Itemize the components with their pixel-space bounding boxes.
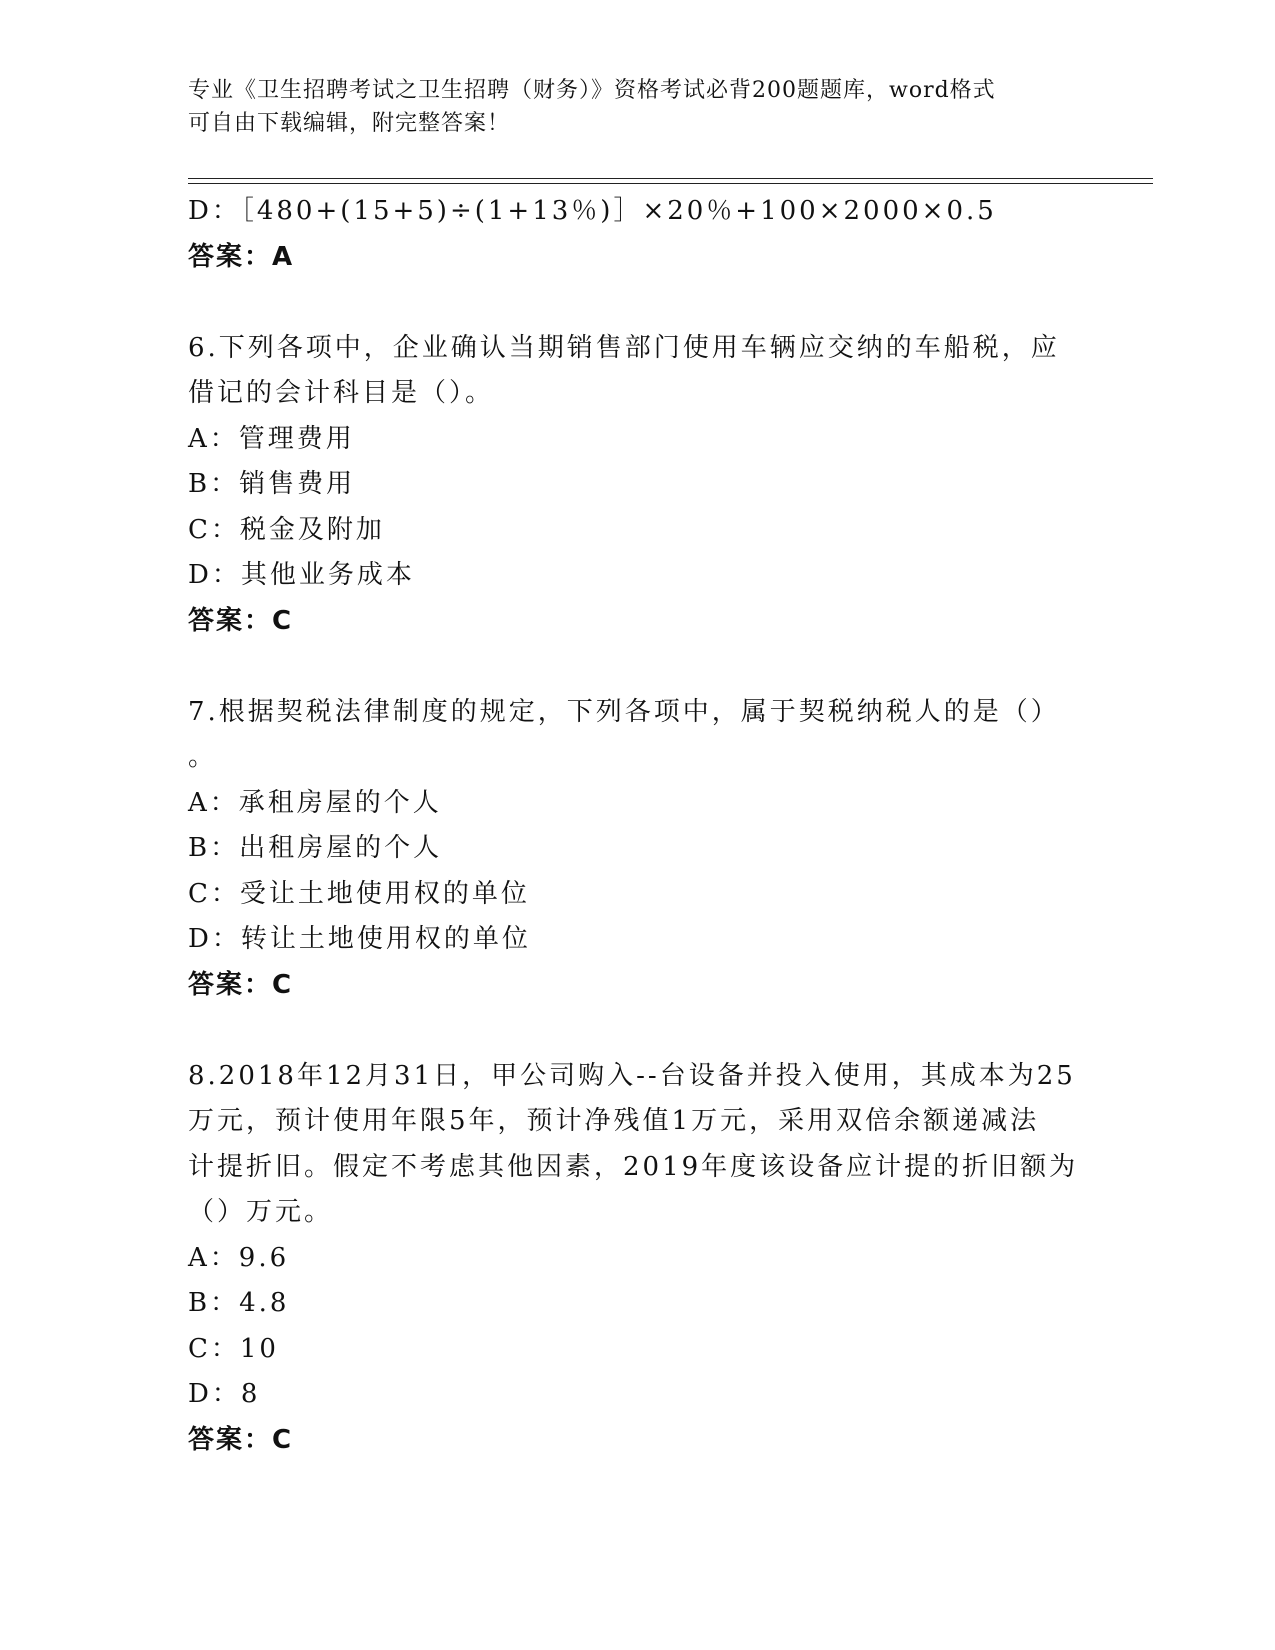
- document-header: [188, 74, 1088, 140]
- option-a: A：承租房屋的个人: [188, 787, 442, 818]
- spacer: [188, 280, 1088, 326]
- option-c: C：受让土地使用权的单位: [188, 878, 530, 909]
- answer: 答案：C: [188, 969, 294, 1000]
- answer: 答案：C: [188, 605, 294, 636]
- answer: 答案：C: [188, 1424, 294, 1455]
- spacer: [188, 644, 1088, 690]
- question-stem: （）万元。: [188, 1197, 334, 1227]
- question-stem: 8.2018年12月31日，甲公司购入--台设备并投入使用，其成本为25: [188, 1060, 1076, 1091]
- option-b: B：销售费用: [188, 469, 356, 499]
- question-6: [188, 326, 1088, 645]
- option-d: D：转让土地使用权的单位: [188, 924, 531, 954]
- question-stem: 万元，预计使用年限5年，预计净残值1万元，采用双倍余额递减法: [188, 1106, 1040, 1136]
- header-divider-top: [188, 178, 1153, 179]
- question-stem: 。: [188, 742, 218, 772]
- option-a: A：9.6: [188, 1242, 290, 1273]
- header-divider-bottom: [188, 183, 1153, 184]
- option-c: C：10: [188, 1333, 279, 1364]
- header-line-1: 专业《卫生招聘考试之卫生招聘（财务）》资格考试必背200题题库，word格式: [188, 78, 996, 103]
- question-stem: 计提折旧。假定不考虑其他因素，2019年度该设备应计提的折旧额为: [188, 1151, 1079, 1182]
- question-list: [188, 189, 1088, 1463]
- answer: 答案：A: [188, 241, 295, 272]
- option-b: B：4.8: [188, 1288, 290, 1318]
- header-line-2: 可自由下载编辑，附完整答案！: [188, 111, 511, 136]
- question-stem: 7.根据契税法律制度的规定，下列各项中，属于契税纳税人的是（）: [188, 696, 1060, 727]
- spacer: [188, 1008, 1088, 1054]
- question-7: [188, 690, 1088, 1009]
- option-d: D：8: [188, 1379, 261, 1409]
- option-d: D：其他业务成本: [188, 560, 415, 590]
- question-8: [188, 1054, 1088, 1464]
- option-d: D：［480+(15+5)÷(1+13％)］×20％+100×2000×0.5: [188, 196, 997, 226]
- option-a: A：管理费用: [188, 423, 355, 454]
- question-stem: 6.下列各项中，企业确认当期销售部门使用车辆应交纳的车船税，应: [188, 332, 1060, 363]
- option-b: B：出租房屋的个人: [188, 833, 443, 863]
- question-stem: 借记的会计科目是（）。: [188, 378, 495, 408]
- question-5-tail: [188, 189, 1088, 280]
- option-c: C：税金及附加: [188, 514, 385, 545]
